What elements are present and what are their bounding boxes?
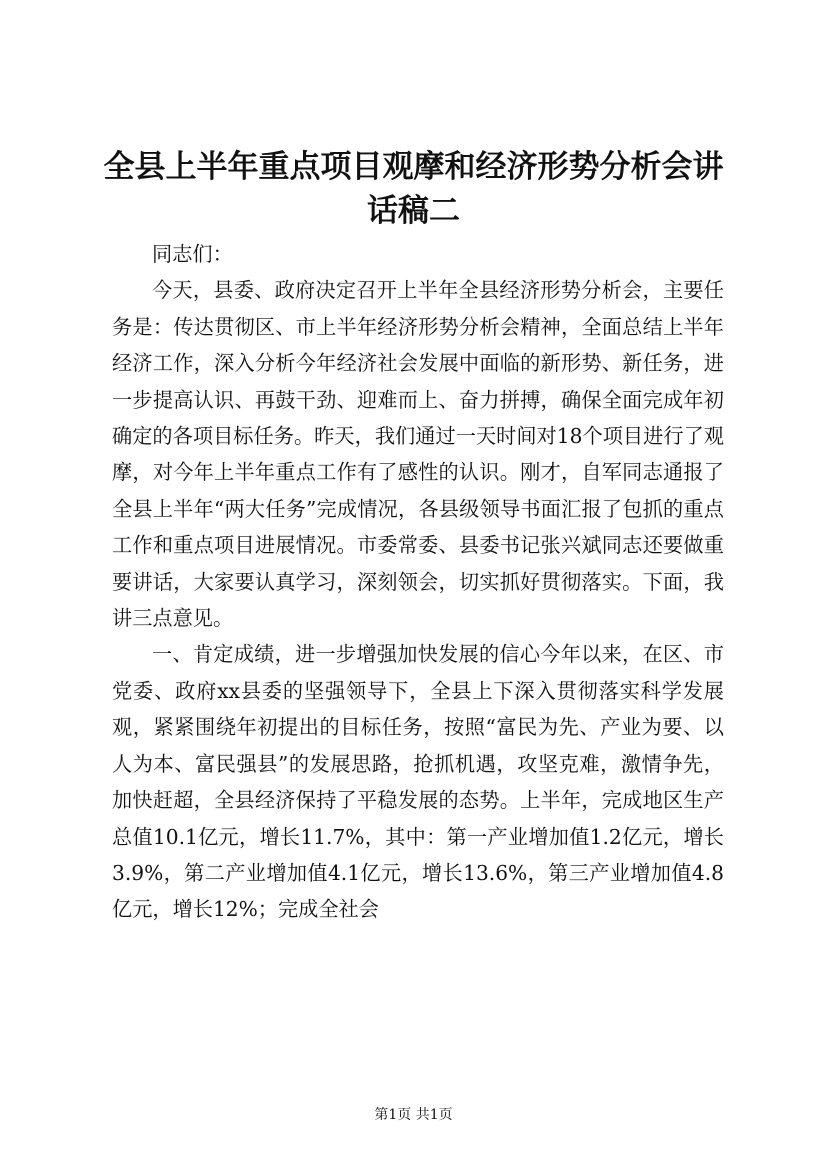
paragraph-2: 一、肯定成绩，进一步增强加快发展的信心今年以来，在区、市党委、政府xx县委的坚强领导下，全县上下深入贯彻落实科学发展观，紧紧围绕年初提出的目标任务，按照“富民为先、产业为要、以人为本、富民强县”的发展思路，抢抓机遇，攻坚克难，激情争先，加快赶超，全县经济保持了平稳发展的态势。上半年，完成地区生产总值10.1亿元，增长11.7%，其中：第一产业增加值1.2亿元，增长3.9%，第二产业增加值4.1亿元，增长13.6%，第三产业增加值4.8亿元，增长12%；完成全社会 [112,642,724,922]
greeting: 同志们： [152,242,233,266]
paragraph-1: 今天，县委、政府决定召开上半年全县经济形势分析会，主要任务是：传达贯彻区、市上半年经济形势分析会精神，全面总结上半年经济工作，深入分析今年经济社会发展中面临的新形势、新任务，进一步提高认识、再鼓干劲、迎难而上、奋力拼搏，确保全面完成年初确定的各项目标任务。昨天，我们通过一天时间对18个项目进行了观摩，对今年上半年重点工作有了感性的认识。刚才，自军同志通报了全县上半年“两大任务”完成情况，各县级领导书面汇报了包抓的重点工作和重点项目进展情况。市委常委、县委书记张兴斌同志还要做重要讲话，大家要认真学习，深刻领会，切实抓好贯彻落实。下面，我讲三点意见。 [112,278,724,631]
document-title: 全县上半年重点项目观摩和经济形势分析会讲话稿二 [103,149,724,229]
page-footer: 第1页 共1页 [374,1107,453,1123]
document-body [112,236,724,928]
